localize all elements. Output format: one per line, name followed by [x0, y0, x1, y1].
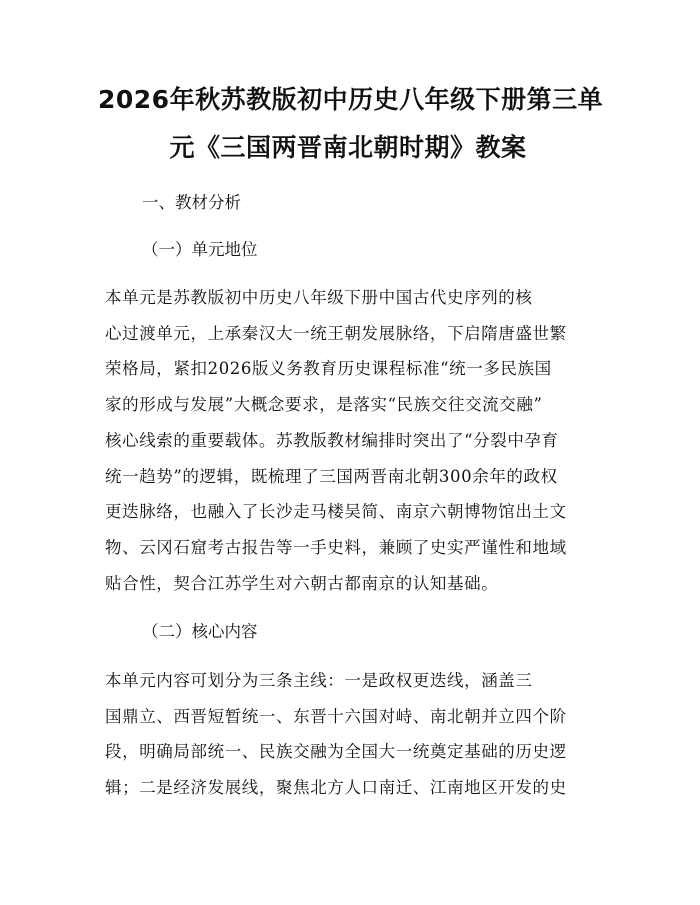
- section-heading-materials-analysis: 一、教材分析: [142, 193, 241, 212]
- paragraph-core-content: [105, 663, 600, 806]
- title-line: 元《三国两晋南北朝时期》教案: [169, 133, 527, 162]
- text-line: 家的形成与发展”大概念要求，是落实“民族交往交流交融”: [105, 395, 543, 415]
- text-line: 心过渡单元，上承秦汉大一统王朝发展脉络，下启隋唐盛世繁: [105, 323, 567, 343]
- paragraph-unit-position: [105, 280, 600, 601]
- text-line: 物、云冈石窟考古报告等一手史料，兼顾了史实严谨性和地域: [105, 537, 567, 557]
- text-line: 统一趋势”的逻辑，既梳理了三国两晋南北朝300余年的政权: [105, 466, 558, 486]
- text-line: 辑；二是经济发展线，聚焦北方人口南迁、江南地区开发的史: [105, 778, 567, 798]
- document-title: [98, 76, 604, 172]
- text-line: 本单元是苏教版初中历史八年级下册中国古代史序列的核: [105, 288, 533, 307]
- text-line: 荣格局，紧扣2026版义务教育历史课程标准“统一多民族国: [105, 359, 552, 379]
- text-line: 贴合性，契合江苏学生对六朝古都南京的认知基础。: [105, 573, 499, 593]
- text-line: 更迭脉络，也融入了长沙走马楼吴简、南京六朝博物馆出土文: [105, 502, 567, 522]
- subsection-heading-unit-position: （一）单元地位: [142, 240, 258, 259]
- title-line: 2026年秋苏教版初中历史八年级下册第三单: [98, 85, 604, 114]
- text-line: 本单元内容可划分为三条主线：一是政权更迭线，涵盖三: [105, 671, 533, 690]
- text-line: 国鼎立、西晋短暂统一、东晋十六国对峙、南北朝并立四个阶: [105, 706, 567, 726]
- subsection-heading-core-content: （二）核心内容: [142, 622, 258, 641]
- text-line: 核心线索的重要载体。苏教版教材编排时突出了“分裂中孕育: [105, 430, 559, 450]
- text-line: 段，明确局部统一、民族交融为全国大一统奠定基础的历史逻: [105, 742, 567, 762]
